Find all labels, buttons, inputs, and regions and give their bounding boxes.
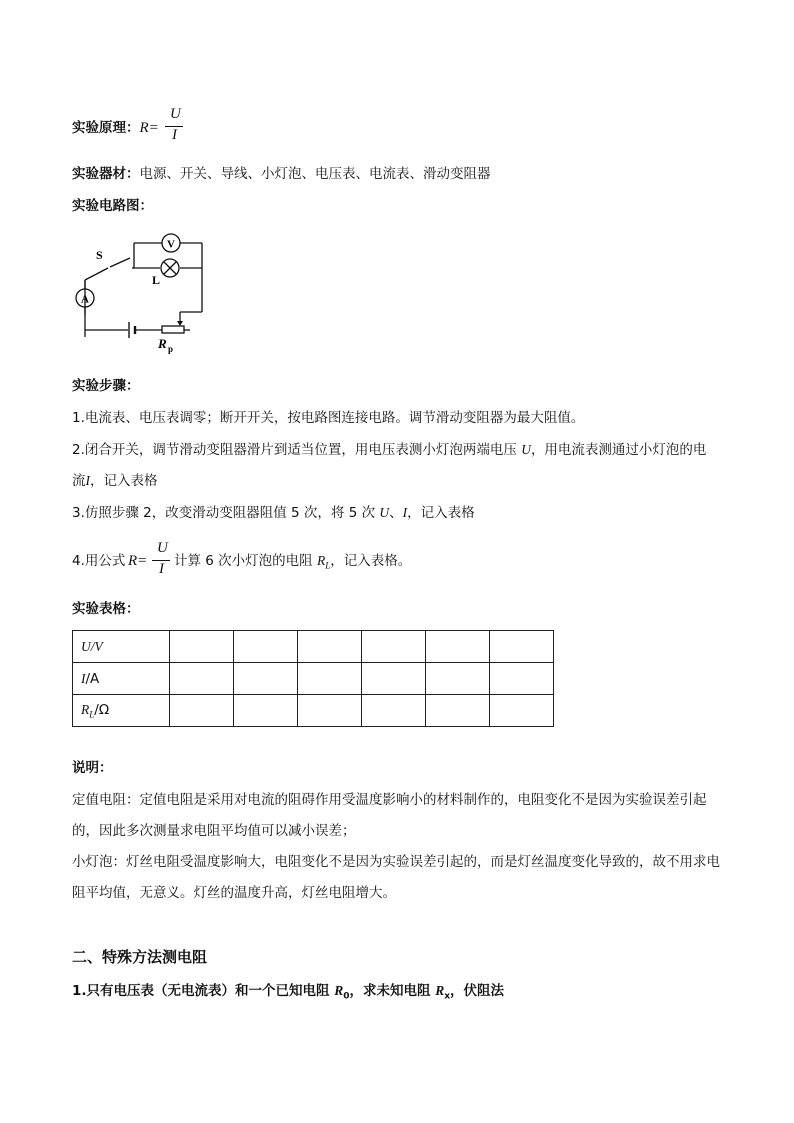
- ammeter-letter: A: [81, 293, 89, 306]
- lamp-letter: L: [152, 273, 161, 287]
- switch-letter: S: [96, 248, 103, 262]
- switch-blade: [110, 258, 130, 267]
- table-cell: [362, 631, 426, 663]
- voltmeter-letter: V: [167, 238, 175, 251]
- table-cell: [170, 631, 234, 663]
- subtitle-text-a: 1.只有电压表（无电流表）和一个已知电阻: [72, 983, 330, 999]
- table-cell: [298, 663, 362, 695]
- equipment-line: [72, 164, 491, 184]
- step-2-U: U: [521, 442, 531, 457]
- step-2-I: I: [85, 473, 90, 488]
- step-4-text-b: 计算 6 次小灯泡的电阻: [174, 553, 313, 569]
- subtitle-text-b: ，求未知电阻: [349, 983, 431, 999]
- step-3-U: U: [379, 505, 390, 520]
- table-cell: [234, 695, 298, 727]
- row-header-U: U/V: [73, 631, 170, 663]
- steps-label: 实验步骤：: [72, 378, 140, 394]
- step-4-denominator: I: [159, 561, 164, 577]
- step-4-text-a: 4.用公式: [72, 553, 126, 569]
- table-row: [73, 663, 554, 695]
- table-cell: [362, 663, 426, 695]
- section-2-subtitle: [72, 981, 504, 1007]
- step-2-text-a: 2.闭合开关，调节滑动变阻器滑片到适当位置，用电压表测小灯泡两端电压: [72, 442, 517, 458]
- equipment-label: 实验器材：: [72, 166, 140, 182]
- table-cell: [234, 663, 298, 695]
- table-row: [73, 631, 554, 663]
- rheostat-subscript: p: [168, 344, 174, 354]
- notes-label: 说明：: [72, 760, 113, 776]
- principle-denominator: I: [172, 127, 177, 143]
- row-header-RL: $R_L/\Omega$: [73, 695, 170, 727]
- step-4-text-c: ，记入表格。: [330, 553, 412, 569]
- rheostat-symbol: [162, 326, 184, 333]
- step-4-RL: R: [316, 553, 326, 568]
- principle-line: [72, 118, 159, 138]
- step-2-text-b: ，用电流表测通过小灯泡的电: [530, 442, 707, 458]
- table-cell: [490, 631, 554, 663]
- table-label: 实验表格：: [72, 601, 140, 617]
- step-2-line-2: [72, 471, 158, 491]
- subtitle-R0-sub: 0: [343, 991, 350, 1002]
- step-4-R: R=: [128, 553, 148, 569]
- principle-label: 实验原理：: [72, 120, 140, 136]
- step-2-text-c: 流: [72, 473, 86, 489]
- table-cell: [426, 695, 490, 727]
- table-cell: [170, 663, 234, 695]
- step-2-text-d: ，记入表格: [90, 473, 158, 489]
- subtitle-R0: R: [334, 983, 344, 998]
- subtitle-Rx: R: [435, 983, 445, 998]
- step-4-rest: [174, 551, 411, 576]
- principle-formula: R=: [139, 120, 159, 136]
- step-2-line-1: [72, 440, 706, 460]
- step-3-I: I: [402, 505, 408, 520]
- table-cell: [234, 631, 298, 663]
- table-row: [73, 695, 554, 727]
- table-cell: [426, 663, 490, 695]
- step-3-text-a: 3.仿照步骤 2，改变滑动变阻器阻值 5 次，将 5 次: [72, 505, 376, 521]
- table-cell: [426, 631, 490, 663]
- table-cell: [170, 695, 234, 727]
- principle-numerator: U: [170, 106, 181, 122]
- section-2-title: 二、特殊方法测电阻: [72, 948, 208, 966]
- step-3-text-b: 、: [389, 505, 403, 521]
- step-4-numerator: U: [157, 540, 168, 556]
- slider-arrow-head: [177, 321, 183, 326]
- rheostat-letter: R: [158, 336, 167, 351]
- step-3-text-c: ，记入表格: [407, 505, 475, 521]
- table-cell: [298, 631, 362, 663]
- note-fixed-resistor: 定值电阻：定值电阻是采用对电流的阻碍作用受温度影响小的材料制作的，电阻变化不是因为实验误差引起的，因此多次测量求电阻平均值可以减小误差；: [72, 792, 707, 839]
- circuit-diagram: [72, 228, 222, 358]
- row-header-I: I/A: [73, 663, 170, 695]
- step-1: 1.电流表、电压表调零；断开开关，按电路图连接电路。调节滑动变阻器为最大阻值。: [72, 410, 585, 426]
- subtitle-text-c: ，伏阻法: [450, 983, 505, 999]
- table-cell: [490, 695, 554, 727]
- circuit-label: 实验电路图：: [72, 198, 153, 214]
- table-cell: [298, 695, 362, 727]
- data-table: [72, 630, 554, 727]
- equipment-text: 电源、开关、导线、小灯泡、电压表、电流表、滑动变阻器: [139, 166, 491, 182]
- subtitle-Rx-sub: x: [444, 991, 451, 1002]
- table-cell: [362, 695, 426, 727]
- wire: [85, 268, 108, 280]
- step-3: [72, 503, 475, 523]
- note-lamp: 小灯泡：灯丝电阻受温度影响大，电阻变化不是因为实验误差引起的，而是灯丝温度变化导致的，故不用求电阻平均值，无意义。灯丝的温度升高，灯丝电阻增大。: [72, 854, 720, 901]
- table-cell: [490, 663, 554, 695]
- step-4-RL-sub: L: [325, 560, 331, 571]
